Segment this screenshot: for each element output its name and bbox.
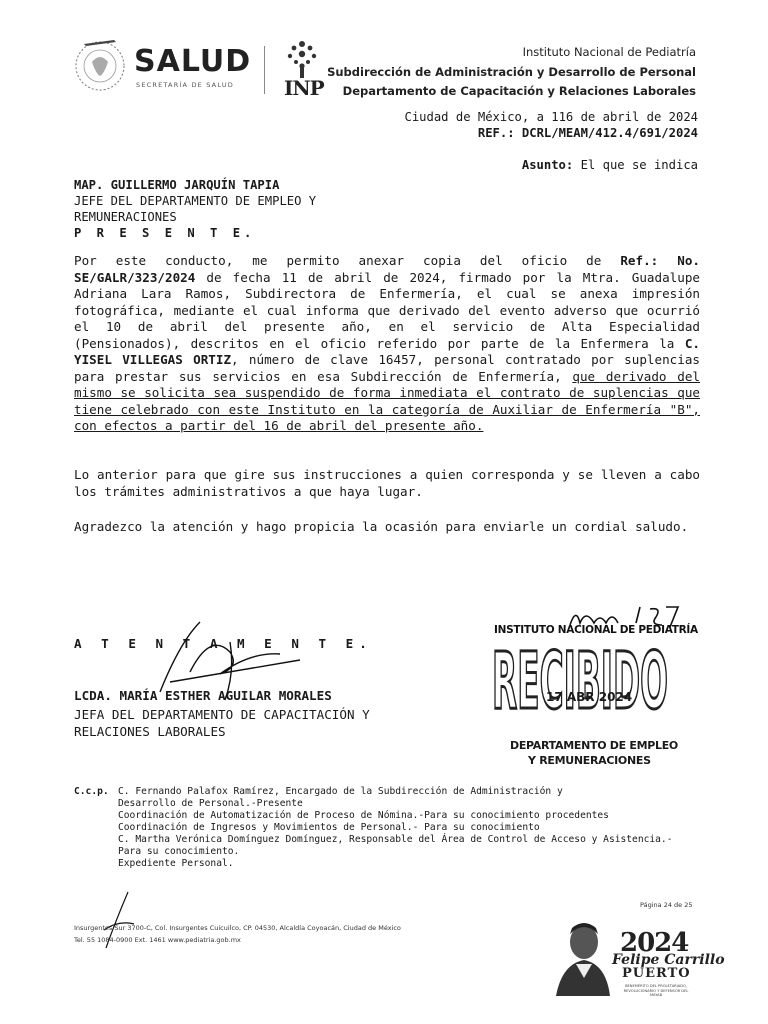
inp-logo-text: INP bbox=[284, 76, 324, 100]
para1-employee-name: C. YISEL VILLEGAS ORTIZ bbox=[74, 335, 700, 367]
subdireccion-name: Subdirección de Administración y Desarrollo de Personal bbox=[327, 65, 696, 79]
ccp-item: Para su conocimiento. bbox=[118, 846, 240, 857]
felipe-carrillo-text: Felipe Carrillo bbox=[612, 952, 725, 968]
institution-name: Instituto Nacional de Pediatría bbox=[522, 45, 696, 59]
signer-title-line2: RELACIONES LABORALES bbox=[74, 724, 226, 739]
departamento-name: Departamento de Capacitación y Relaciones Laborales bbox=[342, 84, 696, 98]
ccp-item: C. Fernando Palafox Ramírez, Encargado de la Subdirección de Administración y bbox=[118, 786, 563, 797]
signer-title-line1: JEFA DEL DEPARTAMENTO DE CAPACITACIÓN Y bbox=[74, 707, 370, 722]
place-date: Ciudad de México, a 116 de abril de 2024 bbox=[404, 110, 698, 124]
subject-line bbox=[522, 158, 698, 172]
ccp-label: C.c.p. bbox=[74, 786, 109, 797]
puerto-text: PUERTO bbox=[622, 966, 691, 981]
stamp-institution: INSTITUTO NACIONAL DE PEDIATRÍA bbox=[494, 624, 698, 636]
stamp-department-line2: Y REMUNERACIONES bbox=[528, 754, 651, 767]
ccp-item: Expediente Personal. bbox=[118, 858, 234, 869]
felipe-caption: BENEMÉRITO DEL PROLETARIADO, REVOLUCIONARIO Y DEFENSOR DEL MAYAB bbox=[623, 984, 689, 997]
ccp-item: Coordinación de Automatización de Proceso de Nómina.-Para su conocimiento procedentes bbox=[118, 810, 609, 821]
body-paragraph-2: Lo anterior para que gire sus instrucciones a quien corresponda y se lleven a cabo los trámites administrativos a que haya lugar. bbox=[74, 467, 700, 499]
stamp-date: 17 ABR 2024 bbox=[546, 690, 633, 704]
body-paragraph-1 bbox=[74, 253, 700, 435]
addressee-name: MAP. GUILLERMO JARQUÍN TAPIA bbox=[74, 178, 280, 192]
ccp-item: Coordinación de Ingresos y Movimientos de Personal.- Para su conocimiento bbox=[118, 822, 540, 833]
para1-text-c: , número de clave 16457, personal contratado por suplencias para prestar sus servicios en esa Subdirección de Enfermería, bbox=[74, 352, 700, 384]
addressee-presente: P R E S E N T E. bbox=[74, 226, 256, 240]
logo-divider bbox=[264, 46, 265, 94]
reference-number: REF.: DCRL/MEAM/412.4/691/2024 bbox=[477, 126, 698, 140]
para1-underlined-request: que derivado del mismo se solicita sea suspendido de forma inmediata el contrato de suplencias que tiene celebrado con este Instituto en la categoría de Auxiliar de Enfermería "B", con efectos a partir del 16 de abril del presente año. bbox=[74, 368, 700, 433]
inp-emblem-icon bbox=[280, 38, 324, 80]
ccp-item: Desarrollo de Personal.-Presente bbox=[118, 798, 303, 809]
stamp-recibido-word: RECIBIDO bbox=[492, 637, 668, 714]
closing-atentamente: A T E N T A M E N T E. bbox=[74, 636, 373, 651]
subject-label: Asunto: bbox=[521, 158, 574, 172]
para1-text-b: de fecha 11 de abril de 2024, firmado por la Mtra. Guadalupe Adriana Lara Ramos, Subdirectora de Enfermería, el cual se anexa impresión fotográfica, mediante el cual informa que derivado del evento adverso que ocurrió el 10 de abril del presente año, en el servicio de Alta Especialidad (Pensionados), descritos en el oficio referido por parte de la Enfermera la bbox=[74, 269, 700, 351]
stamp-department-line1: DEPARTAMENTO DE EMPLEO bbox=[510, 739, 678, 752]
body-paragraph-3: Agradezco la atención y hago propicia la ocasión para enviarle un cordial saludo. bbox=[74, 519, 689, 534]
addressee-title-line1: JEFE DEL DEPARTAMENTO DE EMPLEO Y bbox=[74, 194, 317, 208]
footer-address: Insurgentes Sur 3700-C, Col. Insurgentes Cuicuilco, CP. 04530, Alcaldía Coyoacán, Ciudad de México bbox=[74, 924, 401, 932]
year-2024-logo: 2024 bbox=[620, 928, 689, 958]
addressee-title-line2: REMUNERACIONES bbox=[74, 210, 177, 224]
salud-logo-text: SALUD bbox=[134, 44, 252, 79]
salud-logo-subtitle: SECRETARÍA DE SALUD bbox=[136, 81, 234, 89]
ccp-item: C. Martha Verónica Domínguez Domínguez, Responsable del Área de Control de Acceso y Asistencia.- bbox=[118, 834, 673, 845]
signer-name: LCDA. MARÍA ESTHER AGUILAR MORALES bbox=[74, 688, 332, 703]
ccp-list bbox=[118, 786, 673, 870]
para1-ref: Ref.: No. SE/GALR/323/2024 bbox=[74, 253, 700, 285]
subject-value: El que se indica bbox=[580, 158, 698, 172]
page-number: Página 24 de 25 bbox=[640, 901, 693, 909]
footer-contact: Tel. 55 1084-0900 Ext. 1461 www.pediatria.gob.mx bbox=[74, 936, 241, 944]
para1-text-a: Por este conducto, me permito anexar copia del oficio de bbox=[74, 253, 621, 268]
portrait-icon bbox=[552, 916, 612, 996]
